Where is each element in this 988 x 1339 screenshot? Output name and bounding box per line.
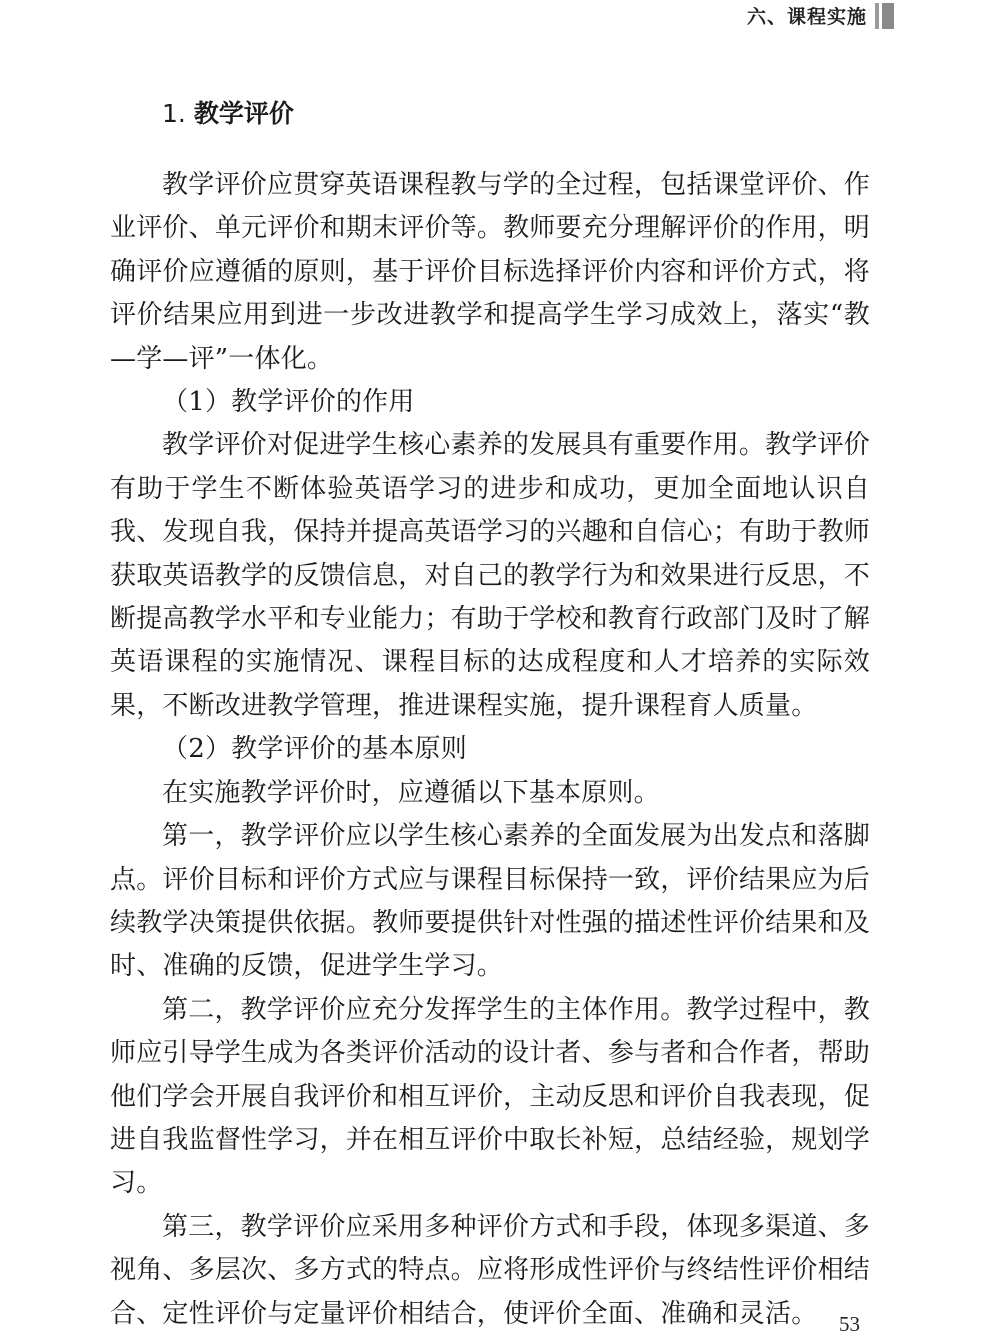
subsection-1-paragraph: 教学评价对促进学生核心素养的发展具有重要作用。教学评价有助于学生不断体验英语学习的进步和成功，更加全面地认识自我、发现自我，保持并提高英语学习的兴趣和自信心；有助于教师获取英语教学的反馈信息，对自己的教学行为和效果进行反思，不断提高教学水平和专业能力；有助于学校和教育行政部门及时了解英语课程的实施情况、课程目标的达成程度和人才培养的实际效果，不断改进教学管理，推进课程实施，提升课程育人质量。 [110, 430, 870, 721]
subsection-1-heading: （1）教学评价的作用 [162, 387, 415, 418]
principle-3-paragraph: 第三，教学评价应采用多种评价方式和手段，体现多渠道、多视角、多层次、多方式的特点。应将形成性评价与终结性评价相结合、定性评价与定量评价相结合，使评价全面、准确和灵活。 [110, 1211, 870, 1329]
section-heading [162, 94, 870, 134]
section-number: 1. [162, 99, 186, 128]
subsection-2-heading: （2）教学评价的基本原则 [162, 734, 467, 765]
marker-bar-thin [875, 3, 879, 29]
principle-1-paragraph: 第一，教学评价应以学生核心素养的全面发展为出发点和落脚点。评价目标和评价方式应与课程目标保持一致，评价结果应为后续教学决策提供依据。教师要提供针对性强的描述性评价结果和及时、准确的反馈，促进学生学习。 [110, 821, 870, 982]
running-header [747, 2, 894, 29]
chapter-marker-icon [875, 3, 894, 29]
page-body [110, 94, 870, 1336]
principle-2-paragraph: 第二，教学评价应充分发挥学生的主体作用。教学过程中，教师应引导学生成为各类评价活动的设计者、参与者和合作者，帮助他们学会开展自我评价和相互评价，主动反思和评价自我表现，促进自我监督性学习，并在相互评价中取长补短，总结经验，规划学习。 [110, 994, 870, 1199]
intro-paragraph: 教学评价应贯穿英语课程教与学的全过程，包括课堂评价、作业评价、单元评价和期末评价等。教师要充分理解评价的作用，明确评价应遵循的原则，基于评价目标选择评价内容和评价方式，将评价结果应用到进一步改进教学和提高学生学习成效上，落实“教—学—评”一体化。 [110, 170, 870, 374]
subsection-2-intro: 在实施教学评价时，应遵循以下基本原则。 [162, 777, 660, 808]
marker-bar-thick [882, 3, 894, 29]
section-title: 教学评价 [193, 99, 294, 128]
page-number: 53 [839, 1312, 860, 1336]
chapter-title: 六、课程实施 [746, 6, 867, 28]
